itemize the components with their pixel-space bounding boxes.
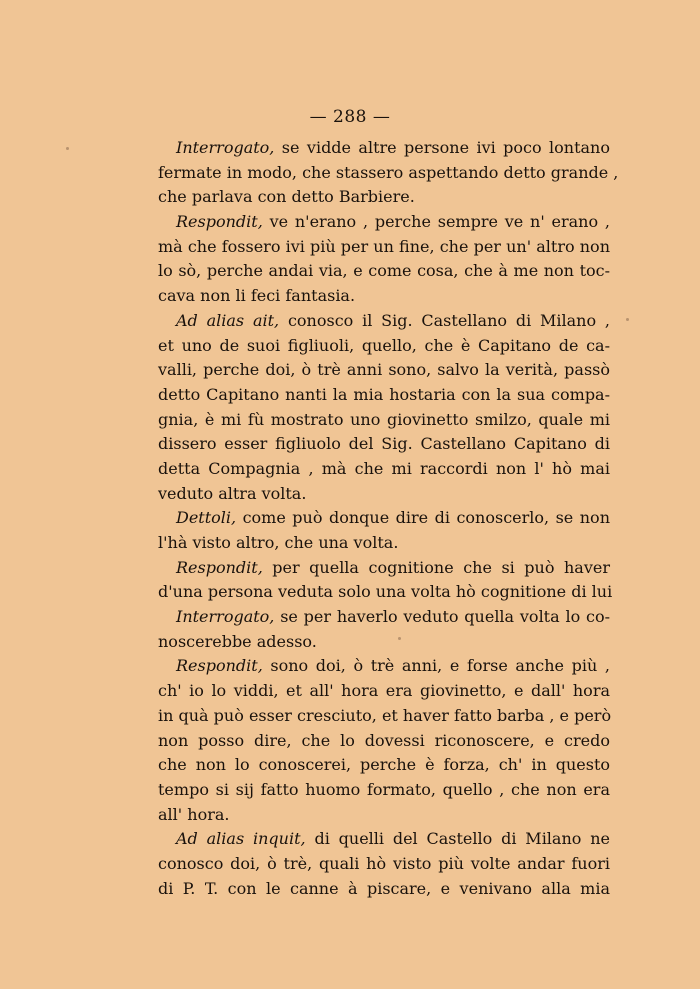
line-text: non posso dire, che lo dovessi riconoscere, e credo: [158, 730, 610, 750]
paragraph-line: [158, 778, 610, 803]
paragraph-line: [158, 753, 610, 778]
line-text: cava non li feci fantasia.: [158, 286, 356, 306]
paragraph-lead: Dettoli,: [176, 508, 237, 528]
line-text: d'una persona veduta solo una volta hò cognitione di lui: [158, 582, 613, 602]
line-text: che non lo conoscerei, perche è forza, ch' in questo: [158, 755, 610, 775]
paragraph-line: [158, 432, 610, 457]
paragraph-line: [158, 235, 610, 260]
paragraph-first-line: [158, 210, 610, 235]
paragraph-first-line: [158, 827, 610, 852]
paragraph-first-line: [158, 556, 610, 581]
paragraph-first-line: [158, 654, 610, 679]
paragraph-line: [158, 482, 610, 507]
paragraph-line: [158, 358, 610, 383]
paper-speck: [66, 147, 69, 150]
paragraph-line: [158, 803, 610, 828]
paragraph-lead: Respondit,: [176, 656, 263, 676]
paragraph-line: [158, 704, 610, 729]
paragraph-lead: Interrogato,: [176, 607, 275, 627]
line-text: noscerebbe adesso.: [158, 631, 317, 651]
paragraph-first-line: [158, 136, 610, 161]
line-text: et uno de suoi figliuoli, quello, che è Capitano de ca-: [158, 335, 610, 355]
line-text: mà che fossero ivi più per un fine, che per un' altro non: [158, 236, 610, 256]
paragraph-line: [158, 679, 610, 704]
paragraph-line: [158, 284, 610, 309]
line-text: dissero esser figliuolo del Sig. Castellano Capitano di: [158, 434, 610, 454]
paragraph-line: [158, 630, 610, 655]
paragraph-line: [158, 185, 610, 210]
line-text: l'hà visto altro, che una volta.: [158, 533, 399, 552]
paragraph-first-line: [158, 309, 610, 334]
line-text: di quelli del Castello di Milano ne: [305, 829, 611, 849]
line-text: detto Capitano nanti la mia hostaria con la sua compa-: [158, 384, 610, 404]
paragraph-line: [158, 877, 610, 902]
line-text: veduto altra volta.: [158, 483, 307, 503]
line-text: tempo si sij fatto huomo formato, quello , che non era: [158, 779, 610, 799]
line-text: sono doi, ò trè anni, e forse anche più ,: [262, 656, 610, 676]
paragraph-first-line: [158, 506, 610, 531]
line-text: di P. T. con le canne à piscare, e venivano alla mia: [158, 878, 610, 898]
line-text: se vidde altre persone ivi poco lontano: [274, 138, 610, 157]
line-text: per quella cognitione che si può haver: [262, 557, 610, 577]
paragraph-line: [158, 457, 610, 482]
line-text: in quà può esser cresciuto, et haver fatto barba , e però: [158, 705, 612, 725]
paragraph-line: [158, 852, 610, 877]
line-text: ve n'erano , perche sempre ve n' erano ,: [262, 212, 610, 232]
paper-speck: [626, 318, 629, 321]
paragraph-line: [158, 383, 610, 408]
line-text: fermate in modo, che stassero aspettando detto grande ,: [158, 162, 619, 182]
body-text: [158, 136, 619, 901]
line-text: come può donque dire di conoscerlo, se non: [236, 508, 610, 528]
paragraph-line: [158, 334, 610, 359]
paragraph-first-line: [158, 605, 610, 630]
line-text: valli, perche doi, ò trè anni sono, salvo la verità, passò: [158, 360, 610, 380]
paragraph-line: [158, 259, 610, 284]
line-text: ch' io lo viddi, et all' hora era giovinetto, e dall' hora: [158, 681, 610, 701]
paragraph-lead: Ad alias inquit,: [176, 829, 306, 849]
line-text: gnia, è mi fù mostrato uno giovinetto smilzo, quale mi: [158, 409, 610, 429]
paragraph-lead: Respondit,: [176, 212, 263, 232]
paragraph-lead: Interrogato,: [176, 138, 275, 157]
page-number: — 288 —: [309, 107, 391, 127]
line-text: all' hora.: [158, 804, 230, 824]
line-text: conosco doi, ò trè, quali hò visto più volte andar fuori: [158, 853, 610, 873]
line-text: se per haverlo veduto quella volta lo co-: [274, 607, 610, 627]
paragraph-line: [158, 729, 610, 754]
paragraph-line: [158, 531, 610, 556]
paragraph-lead: Ad alias ait,: [176, 310, 280, 330]
paragraph-line: [158, 161, 619, 186]
line-text: conosco il Sig. Castellano di Milano ,: [279, 310, 610, 330]
paragraph-lead: Respondit,: [176, 557, 263, 577]
paragraph-line: [158, 580, 613, 605]
line-text: che parlava con detto Barbiere.: [158, 187, 415, 207]
line-text: detta Compagnia , mà che mi raccordi non l' hò mai: [158, 458, 610, 478]
line-text: lo sò, perche andai via, e come cosa, che à me non toc-: [158, 261, 610, 281]
paragraph-line: [158, 408, 610, 433]
